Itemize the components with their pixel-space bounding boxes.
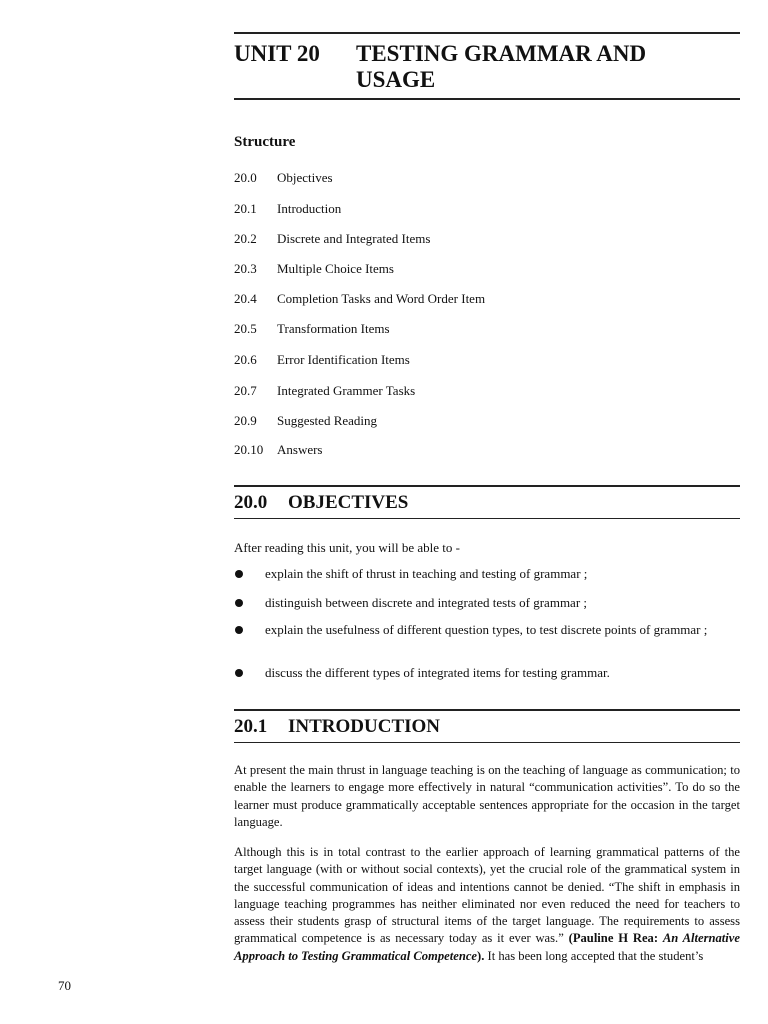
objective-bullet-text: explain the shift of thrust in teaching and testing of grammar ; <box>265 566 588 581</box>
introduction-number: 20.1 <box>234 716 268 737</box>
structure-item-number: 20.2 <box>234 231 257 246</box>
paragraph-2-tail: It has been long accepted that the student’s <box>487 948 704 963</box>
structure-item-number: 20.10 <box>234 442 264 457</box>
objectives-top-rule <box>234 485 740 487</box>
bullet-icon <box>235 626 243 634</box>
structure-item-number: 20.4 <box>234 291 257 306</box>
introduction-bottom-rule <box>234 742 740 743</box>
structure-item-number: 20.9 <box>234 413 257 428</box>
introduction-top-rule <box>234 709 740 711</box>
structure-item-number: 20.1 <box>234 201 257 216</box>
citation-close: ). <box>477 948 485 963</box>
top-rule <box>234 32 740 34</box>
bullet-icon <box>235 599 243 607</box>
objective-bullet-text: distinguish between discrete and integrated tests of grammar ; <box>265 595 588 610</box>
structure-heading: Structure <box>234 134 296 150</box>
paragraph-2-text: Although this is in total contrast to the earlier approach of learning grammatical patterns of the target language (with or without social contexts), yet the crucial role of the grammatical system in the successful communication of ideas and intentions cannot be denied. “The shift in emphasis in language teaching programmes has neither eliminated nor even reduced the need for teachers to assess their students grasp of structural items of the target language. The requirements to assess grammatical competence is as necessary today as it ever was.” <box>234 845 740 946</box>
structure-item-label: Multiple Choice Items <box>277 261 394 276</box>
bullet-icon <box>235 669 243 677</box>
structure-item-number: 20.0 <box>234 170 257 185</box>
structure-item-label: Integrated Grammer Tasks <box>277 383 416 398</box>
unit-title-line1: TESTING GRAMMAR AND <box>356 41 647 66</box>
objectives-bottom-rule <box>234 518 740 519</box>
introduction-paragraph-2 <box>234 844 740 965</box>
objective-bullet-text: explain the usefulness of different question types, to test discrete points of grammar ; <box>265 622 708 637</box>
structure-item-number: 20.6 <box>234 352 257 367</box>
structure-item-number: 20.5 <box>234 321 257 336</box>
structure-item-label: Introduction <box>277 201 342 216</box>
structure-item-label: Answers <box>277 442 323 457</box>
unit-header-rule <box>234 98 740 100</box>
structure-item-label: Suggested Reading <box>277 413 378 428</box>
bullet-icon <box>235 570 243 578</box>
introduction-paragraph-1: At present the main thrust in language teaching is on the teaching of language as communication; to enable the learners to engage more effectively in natural “communication activities”. To do so the learner must produce grammatically acceptable sentences appropriate for the occasion in the target language. <box>234 763 740 829</box>
structure-item-number: 20.7 <box>234 383 257 398</box>
unit-title-line2: USAGE <box>356 67 436 92</box>
structure-item-label: Completion Tasks and Word Order Item <box>277 291 486 306</box>
introduction-heading: INTRODUCTION <box>288 716 441 737</box>
citation-work: An Alternative Approach to Testing Grammatical Competence <box>234 931 740 963</box>
unit-number: UNIT 20 <box>234 41 320 66</box>
structure-item-number: 20.3 <box>234 261 257 276</box>
citation-author: (Pauline H Rea: <box>568 931 659 946</box>
page-number: 70 <box>58 978 71 993</box>
objectives-heading: OBJECTIVES <box>288 492 409 513</box>
objective-bullet-text: discuss the different types of integrated items for testing grammar. <box>265 665 610 680</box>
structure-item-label: Objectives <box>277 170 333 185</box>
objectives-intro: After reading this unit, you will be able to - <box>234 540 461 555</box>
structure-item-label: Discrete and Integrated Items <box>277 231 431 246</box>
structure-item-label: Error Identification Items <box>277 352 410 367</box>
objectives-number: 20.0 <box>234 492 268 513</box>
structure-item-label: Transformation Items <box>277 321 390 336</box>
